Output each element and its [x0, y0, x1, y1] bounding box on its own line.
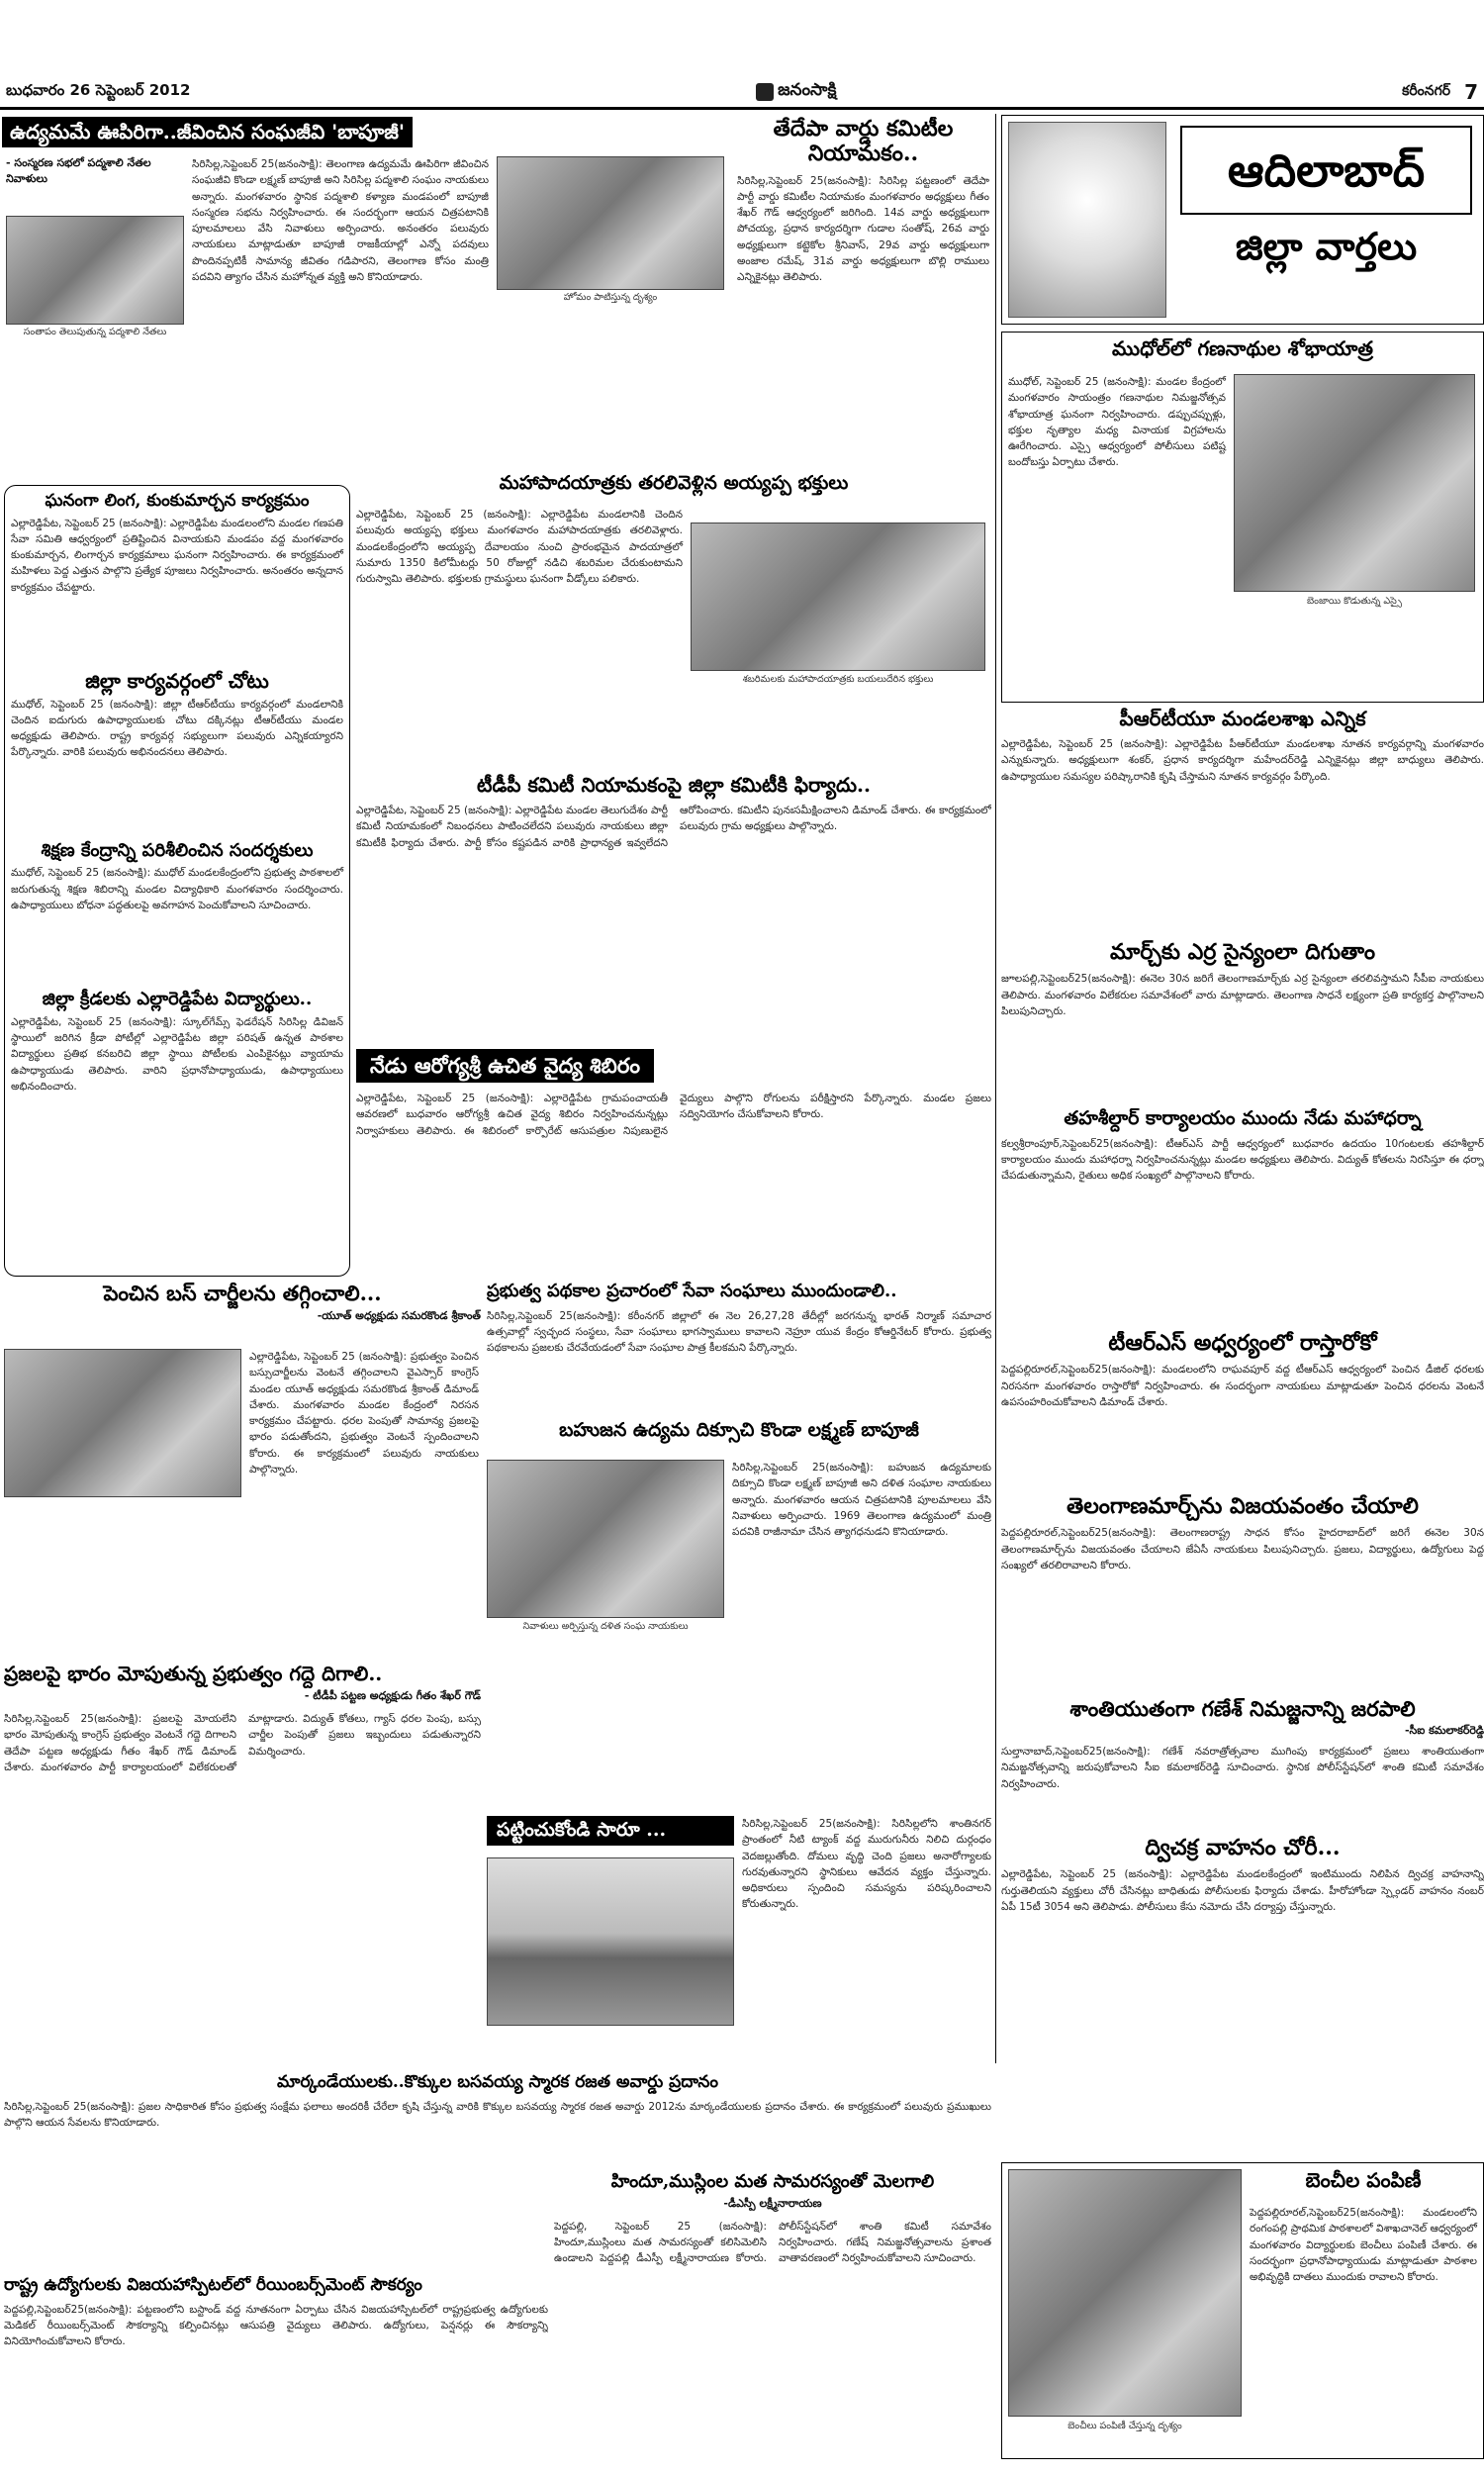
headline: ముధోల్‌లో గణనాథుల శోభాయాత్ర — [1111, 336, 1373, 360]
article-tahsildar-dharna — [1001, 1108, 1484, 1326]
photo-homam — [497, 156, 724, 290]
masthead-date: బుధవారం 26 సెప్టెంబర్ 2012 — [6, 81, 191, 99]
article-body: పెద్దపల్లి, సెప్టెంబర్ 25 (జనంసాక్షి): హిందూ,ముస్లింలు మత సామరస్యంతో కలిసిమెలిసి ఉండాలని పెద్దపల్లి డీఎస్పీ లక్ష్మీనారాయణ కోరారు. పోలీస్‌స్టేషన్‌లో శాంతి కమిటీ సమావేశం నిర్వహించారు. గణేష్ నిమజ్జనోత్సవాలను ప్రశాంత వాతావరణంలో నిర్వహించుకోవాలని సూచించారు. — [554, 2220, 991, 2265]
article-body: ఎల్లారెడ్డిపేట, సెప్టెంబర్ 25 (జనంసాక్షి): ఎల్లారెడ్డిపేట మండల తెలుగుదేశం పార్టీ కమిటీ నియామకంలో నిబంధనలు పాటించలేదని పలువురు నాయకులు జిల్లా కమిటీకి ఫిర్యాదు చేశారు. పార్టీ కోసం కష్టపడిన వారికి ప్రాధాన్యత ఇవ్వలేదని ఆరోపించారు. కమిటీని పునఃసమీక్షించాలని డిమాండ్ చేశారు. ఈ కార్యక్రమంలో పలువురు గ్రామ అధ్యక్షులు పాల్గొన్నారు. — [356, 805, 991, 849]
article-body: పెద్దపల్లి,సెప్టెంబర్25(జనంసాక్షి): పట్టణంలోని బస్టాండ్ వద్ద నూతనంగా ఏర్పాటు చేసిన విజయహాస్పిటల్‌లో రాష్ట్రప్రభుత్వ ఉద్యోగులకు మెడికల్ రీయింబర్స్‌మెంట్ సౌకర్యాన్ని కల్పించినట్లు ఆసుపత్రి వైద్యులు తెలిపారు. ఉద్యోగులు, పెన్షనర్లు ఈ సౌకర్యాన్ని వినియోగించుకోవాలని కోరారు. — [4, 2303, 548, 2348]
article-bus-charges — [4, 1282, 481, 1658]
photo-caption: బెంచీలు పంపిణీ చేస్తున్న దృశ్యం — [1067, 2421, 1182, 2431]
article-mudhol-procession — [1001, 332, 1484, 703]
article-body: పెద్దపల్లిరూరల్,సెప్టెంబర్25(జనంసాక్షి): తెలంగాణరాష్ట్ర సాధన కోసం హైదరాబాద్‌లో జరిగే ఈనెల 30న తెలంగాణమార్చ్‌ను విజయవంతం చేయాలని జేఏసీ నాయకులు పిలుపునిచ్చారు. ప్రజలు, విద్యార్థులు, ఉద్యోగులు పెద్ద సంఖ్యలో తరలిరావాలని కోరారు. — [1001, 1527, 1484, 1571]
banner-subtitle: జిల్లా వార్తలు — [1235, 224, 1418, 268]
article-bench-distribution — [1001, 2162, 1484, 2459]
article-bapuji-tribute — [2, 117, 729, 394]
article-bahujan-icon — [487, 1420, 991, 1811]
article-body: ముధోల్, సెప్టెంబర్ 25 (జనంసాక్షి): ముధోల్ మండలకేంద్రంలోని ప్రభుత్వ పాఠశాలలో జరుగుతున్న శిక్షణ శిబిరాన్ని మండల విద్యాధికారి మంగళవారం సందర్శించారు. ఉపాధ్యాయులు బోధనా పద్ధతులపై అవగాహన పెంచుకోవాలని సూచించారు. — [11, 867, 343, 911]
masthead-rule — [0, 107, 1484, 110]
headline: తహశీల్దార్ కార్యాలయం ముందు నేడు మహాధర్నా — [1064, 1108, 1422, 1129]
article-neglect-complaint — [487, 1816, 991, 2063]
headline: ఉద్యమమే ఊపిరిగా..జీవించిన సంఘజీవి 'బాపూజీ' — [2, 117, 413, 147]
article-body: ముధోల్, సెప్టెంబర్ 25 (జనంసాక్షి): మండల కేంద్రంలో మంగళవారం సాయంత్రం గణనాథుల నిమజ్జనోత్సవ శోభాయాత్ర ఘనంగా నిర్వహించారు. డప్పుచప్పుళ్లు, భక్తుల నృత్యాల మధ్య వినాయక విగ్రహాలను ఊరేగించారు. ఎస్సై ఆధ్వర్యంలో పోలీసులు పటిష్ట బందోబస్తు ఏర్పాటు చేశారు. — [1008, 376, 1226, 469]
photo-caption: నివాళులు అర్పిస్తున్న దళిత సంఘ నాయకులు — [522, 1621, 689, 1632]
headline: మార్కండేయులకు..కొక్కుల బసవయ్య స్మారక రజత అవార్డు ప్రదానం — [277, 2073, 718, 2092]
left-news-box — [4, 485, 350, 1277]
photo-caption: హోమం పాటిస్తున్న దృశ్యం — [563, 292, 658, 303]
masthead — [0, 79, 1484, 105]
portrait-illustration — [1008, 122, 1166, 318]
photo-tribute — [487, 1460, 724, 1618]
article-body: ముధోల్, సెప్టెంబర్ 25 (జనంసాక్షి): జిల్లా టీఆర్‌టీయు కార్యవర్గంలో మండలానికి చెందిన ఐదుగురు ఉపాధ్యాయులకు చోటు దక్కినట్లు టీఆర్‌టీయు మండల అధ్యక్షుడు తెలిపారు. రాష్ట్ర కార్యవర్గ సభ్యులుగా పలువురు ఎన్నికయ్యారని పేర్కొన్నారు. వారికి పలువురు అభినందనలు తెలిపారు. — [11, 698, 343, 759]
headline: ఘనంగా లింగ, కుంకుమార్చన కార్యక్రమం — [45, 491, 310, 511]
article-religious-harmony — [554, 2172, 991, 2469]
article-service-organisations — [487, 1282, 991, 1415]
photo-protest — [4, 1349, 241, 1497]
article-ayyappa-padayatra — [356, 473, 991, 770]
headline: పెంచిన బస్ చార్జీలను తగ్గించాలి... — [103, 1282, 382, 1305]
photo-padmashali-leaders — [6, 216, 184, 325]
photo-ganesh-procession — [1234, 374, 1475, 592]
article-body: సుల్తానాబాద్,సెప్టెంబర్25(జనంసాక్షి): గణేశ్ నవరాత్రోత్సవాల ముగింపు కార్యక్రమంలో ప్రజలు శాంతియుతంగా నిమజ్జనోత్సవాన్ని జరుపుకోవాలని సీఐ కమలాకర్‌రెడ్డి సూచించారు. స్థానిక పోలీస్‌స్టేషన్‌లో శాంతి కమిటీ సమావేశం నిర్వహించారు. — [1001, 1746, 1484, 1790]
headline: మహాపాదయాత్రకు తరలివెళ్లిన అయ్యప్ప భక్తులు — [499, 473, 849, 494]
article-red-army-march — [1001, 940, 1484, 1103]
article-body: ఎల్లారెడ్డిపేట, సెప్టెంబర్ 25 (జనంసాక్షి): స్కూల్‌గేమ్స్ ఫెడరేషన్ సిరిసిల్ల డివిజన్ స్థాయిలో జరిగిన క్రీడా పోటీల్లో ఎల్లారెడ్డిపేట జిల్లా పరిషత్ ఉన్నత పాఠశాల విద్యార్థులు ప్రతిభ కనబరిచి జిల్లా స్థాయి పోటీలకు ఎంపికైనట్లు వ్యాయామ ఉపాధ్యాయుడు తెలిపారు. వారిని ప్రధానోపాధ్యాయుడు, ఉపాధ్యాయులు అభినందించారు. — [11, 1015, 343, 1093]
article-body: ఎల్లారెడ్డిపేట, సెప్టెంబర్ 25 (జనంసాక్షి): ఎల్లారెడ్డిపేట పీఆర్‌టీయూ మండలశాఖ నూతన కార్యవర్గాన్ని మంగళవారం ఎన్నుకున్నారు. అధ్యక్షులుగా శంకర్, ప్రధాన కార్యదర్శిగా మహేందర్‌రెడ్డి ఎన్నికైనట్లు జిల్లా బాధ్యులు తెలిపారు. ఉపాధ్యాయుల సమస్యల పరిష్కారానికి కృషి చేస్తామని నూతన కార్యవర్గం పేర్కొంది. — [1001, 738, 1484, 783]
article-body: ఎల్లారెడ్డిపేట, సెప్టెంబర్ 25 (జనంసాక్షి): ఎల్లారెడ్డిపేట మండలానికి చెందిన పలువురు అయ్యప్ప భక్తులు మంగళవారం మహాపాదయాత్రకు తరలివెళ్లారు. మండలకేంద్రంలోని అయ్యప్ప దేవాలయం నుంచి ప్రారంభమైన పాదయాత్రలో సుమారు 1350 కిలోమీటర్లు 50 రోజుల్లో నడిచి శబరిమల చేరుకుంటామని గురుస్వామి తెలిపారు. భక్తులకు గ్రామస్థులు ఘనంగా వీడ్కోలు పలికారు. — [356, 509, 683, 586]
article-body: ఎల్లారెడ్డిపేట, సెప్టెంబర్ 25 (జనంసాక్షి): ఎల్లారెడ్డిపేట గ్రామపంచాయతీ ఆవరణలో బుధవారం ఆరోగ్యశ్రీ ఉచిత వైద్య శిబిరం నిర్వహించనున్నట్లు నిర్వాహకులు తెలిపారు. ఈ శిబిరంలో కార్పొరేట్ ఆసుపత్రుల నిపుణులైన వైద్యులు పాల్గొని రోగులను పరీక్షిస్తారని పేర్కొన్నారు. మండల ప్రజలు సద్వినియోగం చేసుకోవాలని కోరారు. — [356, 1093, 991, 1137]
kicker: - టీడీపీ పట్టణ అధ్యక్షుడు గీతం శేఖర్ గౌడ్ — [304, 1689, 481, 1702]
headline: పీఆర్‌టీయూ మండలశాఖ ఎన్నిక — [1119, 708, 1366, 730]
headline: శాంతియుతంగా గణేశ్ నిమజ్జనాన్ని జరపాలి — [1069, 1697, 1416, 1721]
headline: తేదేపా వార్డు కమిటీల నియామకం.. — [773, 117, 954, 167]
photo-devotees — [691, 523, 985, 671]
headline: శిక్షణ కేంద్రాన్ని పరిశీలించిన సందర్శకులు — [41, 839, 314, 861]
page-number: 7 — [1464, 80, 1478, 104]
article-body: జూలపల్లి,సెప్టెంబర్25(జనంసాక్షి): ఈనెల 30న జరిగే తెలంగాణమార్చ్‌కు ఎర్ర సైన్యంలా తరలివస్తామని సీపీఐ నాయకులు తెలిపారు. మంగళవారం విలేకరుల సమావేశంలో వారు మాట్లాడారు. తెలంగాణ సాధనే లక్ష్యంగా ప్రతి కార్యకర్త పాల్గొనాలని పిలుపునిచ్చారు. — [1001, 973, 1484, 1017]
headline: నేడు ఆరోగ్యశ్రీ ఉచిత వైద్య శిబిరం — [356, 1049, 654, 1083]
article-government-burden — [4, 1663, 481, 2068]
article-tdp-complaint — [356, 774, 991, 1041]
article-body: సిరిసిల్ల,సెప్టెంబర్ 25(జనంసాక్షి): సిరిసిల్లలోని శాంతినగర్ ప్రాంతంలో నీటి ట్యాంక్ వద్ద మురుగునీరు నిలిచి దుర్గంధం వెదజల్లుతోంది. దోమలు వృద్ధి చెంది ప్రజలు అనారోగ్యాలకు గురవుతున్నారని స్థానికులు ఆవేదన వ్యక్తం చేస్తున్నారు. అధికారులు స్పందించి సమస్యను పరిష్కరించాలని కోరుతున్నారు. — [742, 1818, 991, 1911]
masthead-edition: కరీంనగర్ — [1402, 82, 1451, 99]
photo-caption: శబరిమలకు మహాపాదయాత్రకు బయలుదేరిన భక్తులు — [742, 674, 934, 685]
kicker: -డీఎస్పీ లక్ష్మీనారాయణ — [723, 2196, 822, 2210]
masthead-edition-block — [1402, 80, 1478, 104]
headline: హిందూ,ముస్లింల మత సామరస్యంతో మెలగాలి — [610, 2172, 935, 2192]
article-tdp-ward-committees — [737, 117, 989, 394]
article-markandeyulu-award — [4, 2073, 991, 2172]
article-body: సిరిసిల్ల,సెప్టెంబర్ 25(జనంసాక్షి): ప్రజలపై మోయలేని భారం మోపుతున్న కాంగ్రెస్ ప్రభుత్వం వెంటనే గద్దె దిగాలని తెదేపా పట్టణ అధ్యక్షుడు గీతం శేఖర్ గౌడ్ డిమాండ్ చేశారు. మంగళవారం పార్టీ కార్యాలయంలో విలేకరులతో మాట్లాడారు. విద్యుత్ కోతలు, గ్యాస్ ధరల పెంపు, బస్సు చార్జీల పెంపుతో ప్రజలు ఇబ్బందులు పడుతున్నారని విమర్శించారు. — [4, 1713, 481, 1773]
headline: బెంచీల పంపిణీ — [1305, 2168, 1422, 2192]
article-aarogyasri-camp — [356, 1049, 991, 1277]
headline: ద్విచక్ర వాహనం చోరీ... — [1145, 1836, 1341, 1860]
article-body: పెద్దపల్లిరూరల్,సెప్టెంబర్25(జనంసాక్షి): మండలంలోని రాఘవపూర్ వద్ద టీఆర్‌ఎస్ ఆధ్వర్యంలో పెంచిన డీజిల్ ధరలకు నిరసనగా మంగళవారం రాస్తారోకో నిర్వహించారు. ఈ సందర్భంగా నాయకులు మాట్లాడుతూ పెంచిన ధరలను వెంటనే ఉపసంహరించుకోవాలని డిమాండ్ చేశారు. — [1001, 1364, 1484, 1408]
article-bike-theft — [1001, 1836, 1484, 2014]
headline: పట్టించుకోండి సారూ ... — [487, 1816, 734, 1846]
article-body: సిరిసిల్ల,సెప్టెంబర్ 25(జనంసాక్షి): తెలంగాణ ఉద్యమమే ఊపిరిగా జీవించిన సంఘజీవి కొండా లక్ష్మణ్ బాపూజీ అని సిరిసిల్ల పద్మశాలి సంఘం నాయకులు అన్నారు. మంగళవారం స్థానిక పద్మశాలి కళ్యాణ మండపంలో బాపూజీ సంస్మరణ సభను నిర్వహించారు. ఈ సందర్భంగా ఆయన చిత్రపటానికి పూలమాలలు వేసి నివాళులు అర్పించారు. అనంతరం పలువురు నాయకులు మాట్లాడుతూ బాపూజీ రాజకీయాల్లో ఎన్నో పదవులు పొందినప్పటికీ సామాన్య జీవితం గడిపారని, తెలంగాణ కోసం మంత్రి పదవిని త్యాగం చేసిన మహోన్నత వ్యక్తి అని కొనియాడారు. — [192, 158, 489, 283]
column-divider — [995, 114, 996, 2063]
photo-bench-distribution — [1008, 2169, 1242, 2417]
article-trs-rasta-roko — [1001, 1331, 1484, 1489]
article-ganesh-immersion — [1001, 1697, 1484, 1831]
kicker: -సీఐ కమలాకర్‌రెడ్డి — [1404, 1724, 1484, 1738]
photo-caption: బెంజాయి కొడుతున్న ఎస్సై — [1307, 596, 1402, 607]
kicker: -యూత్ అధ్యక్షుడు సమరకొండ శ్రీకాంత్ — [317, 1309, 481, 1323]
headline: జిల్లా కార్యవర్గంలో చోటు — [85, 668, 269, 693]
photo-caption: సంతాపం తెలుపుతున్న పద్మశాలి నేతలు — [23, 327, 167, 337]
article-body: సిరిసిల్ల,సెప్టెంబర్ 25(జనంసాక్షి): బహుజన ఉద్యమాలకు దిక్సూచి కొండా లక్ష్మణ్ బాపూజీ అని దళిత సంఘాల నాయకులు అన్నారు. మంగళవారం ఆయన చిత్రపటానికి పూలమాలలు వేసి నివాళులు అర్పించారు. 1969 తెలంగాణ ఉద్యమంలో మంత్రి పదవికి రాజీనామా చేసిన త్యాగధనుడని కొనియాడారు. — [732, 1462, 991, 1539]
article-body: సిరిసిల్ల,సెప్టెంబర్ 25(జనంసాక్షి): ప్రజల సాధికారిత కోసం ప్రభుత్వ సంక్షేమ ఫలాలు అందరికీ చేరేలా కృషి చేస్తున్న వారికి కొక్కుల బసవయ్య స్మారక రజత అవార్డు 2012ను మార్కండేయులకు ప్రదానం చేశారు. ఈ కార్యక్రమంలో పలువురు ప్రముఖులు పాల్గొని ఆయన సేవలను కొనియాడారు. — [4, 2100, 991, 2129]
article-body: ఎల్లారెడ్డిపేట, సెప్టెంబర్ 25 (జనంసాక్షి): ఎల్లారెడ్డిపేట మండలకేంద్రంలో ఇంటిముందు నిలిపిన ద్విచక్ర వాహనాన్ని గుర్తుతెలియని వ్యక్తులు చోరీ చేసినట్లు బాధితుడు పోలీసులకు ఫిర్యాదు చేశాడు. హీరోహోండా స్ప్లెండర్ వాహనం నంబర్ ఏపీ 15టీ 3054 అని తెలిపాడు. పోలీసులు కేసు నమోదు చేసి దర్యాప్తు చేస్తున్నారు. — [1001, 1868, 1484, 1913]
article-body: ఎల్లారెడ్డిపేట, సెప్టెంబర్ 25 (జనంసాక్షి): ప్రభుత్వం పెంచిన బస్సుచార్జీలను వెంటనే తగ్గించాలని వైఎస్సార్ కాంగ్రెస్ మండల యూత్ అధ్యక్షుడు సమరకొండ శ్రీకాంత్ డిమాండ్ చేశారు. మంగళవారం మండల కేంద్రంలో నిరసన కార్యక్రమం చేపట్టారు. ధరల పెంపుతో సామాన్య ప్రజలపై భారం పడుతోందని, ప్రభుత్వం వెంటనే స్పందించాలని కోరారు. ఈ కార్యక్రమంలో పలువురు నాయకులు పాల్గొన్నారు. — [249, 1351, 479, 1475]
headline: ప్రభుత్వ పథకాల ప్రచారంలో సేవా సంఘాలు ముందుండాలి.. — [487, 1282, 897, 1301]
kicker: - సంస్మరణ సభలో పద్మశాలి నేతల నివాళులు — [6, 156, 151, 185]
headline: తెలంగాణమార్చ్‌ను విజయవంతం చేయాలి — [1067, 1494, 1419, 1519]
article-body: ఎల్లారెడ్డిపేట, సెప్టెంబర్ 25 (జనంసాక్షి): ఎల్లారెడ్డిపేట మండలంలోని మండల గణపతి సేవా సమితి ఆధ్వర్యంలో ప్రతిష్టించిన వినాయకుని మండపం వద్ద మంగళవారం కుంకుమార్చన, లింగార్చన కార్యక్రమాలు ఘనంగా నిర్వహించారు. ఈ కార్యక్రమంలో మహిళలు పెద్ద ఎత్తున పాల్గొని ప్రత్యేక పూజలు నిర్వహించారు. అనంతరం అన్నదాన కార్యక్రమం చేపట్టారు. — [11, 517, 343, 594]
article-telangana-march — [1001, 1494, 1484, 1692]
headline: టీఆర్ఎస్ అధ్వర్యంలో రాస్తారోకో — [1108, 1331, 1377, 1356]
article-body: సిరిసిల్ల,సెప్టెంబర్ 25(జనంసాక్షి): కరీంనగర్ జిల్లాలో ఈ నెల 26,27,28 తేదీల్లో జరగనున్న భారత్ నిర్మాణ్ సమాచార ఉత్సవాల్లో స్వచ్ఛంద సంస్థలు, సేవా సంఘాలు భాగస్వాములు కావాలని నెహ్రూ యువ కేంద్రం కోఆర్డినేటర్ కోరారు. ప్రభుత్వ పథకాలను ప్రజలకు చేరవేయడంలో సేవా సంఘాల పాత్ర కీలకమని పేర్కొన్నారు. — [487, 1309, 991, 1355]
headline: జిల్లా క్రీడలకు ఎల్లారెడ్డిపేట విద్యార్థులు.. — [42, 989, 313, 1010]
paper-logo-icon — [756, 83, 774, 101]
headline: బహుజన ఉద్యమ దిక్సూచి కొండా లక్ష్మణ్ బాపూజీ — [559, 1420, 919, 1441]
article-body: సిరిసిల్ల,సెప్టెంబర్ 25(జనంసాక్షి): సిరిసిల్ల పట్టణంలో తెదేపా పార్టీ వార్డు కమిటీల నియామకం మంగళవారం అధ్యక్షులు గీతం శేఖర్ గౌడ్ ఆధ్వర్యంలో జరిగింది. 14వ వార్డు అధ్యక్షులుగా పోచయ్య, ప్రధాన కార్యదర్శిగా గుడాల సంతోష్, 26వ వార్డు అధ్యక్షులుగా కట్టెకోల శ్రీనివాస్, 29వ వార్డు అధ్యక్షులుగా అంజాల రమేష్, 31వ వార్డు అధ్యక్షులుగా బొల్లి రాములు ఎన్నికైనట్లు తెలిపారు. — [737, 174, 989, 284]
headline: రాష్ట్ర ఉద్యోగులకు విజయహాస్పిటల్‌లో రీయింబర్స్‌మెంట్ సౌకర్యం — [4, 2276, 422, 2295]
masthead-paper-name: జనంసాక్షి — [756, 80, 836, 104]
banner-title: ఆదిలాబాద్ — [1180, 126, 1472, 215]
photo-stagnant-water — [487, 1857, 734, 2026]
article-body: కల్వశ్రీరాంపూర్,సెప్టెంబర్25(జనంసాక్షి): టీఆర్‌ఎస్ పార్టీ ఆధ్వర్యంలో బుధవారం ఉదయం 10గంటలకు తహశీల్దార్ కార్యాలయం ముందు మహాధర్నా నిర్వహించనున్నట్లు మండల అధ్యక్షులు తెలిపారు. విద్యుత్ కోతలను నిరసిస్తూ ఈ ధర్నా చేపడుతున్నామని, రైతులు అధిక సంఖ్యలో పాల్గొనాలని కోరారు. — [1001, 1137, 1484, 1183]
article-prtu-election — [1001, 708, 1484, 935]
headline: టీడీపీ కమిటీ నియామకంపై జిల్లా కమిటీకి ఫిర్యాదు.. — [477, 774, 871, 797]
headline: ప్రజలపై భారం మోపుతున్న ప్రభుత్వం గద్దె దిగాలి.. — [4, 1663, 383, 1685]
district-news-banner — [1001, 115, 1484, 325]
article-body: పెద్దపల్లిరూరల్,సెప్టెంబర్25(జనంసాక్షి): మండలంలోని రంగంపల్లి ప్రాథమిక పాఠశాలలో విశాఖచానెల్ ఆధ్వర్యంలో మంగళవారం విద్యార్థులకు బెంచీలు పంపిణీ చేశారు. ఈ సందర్భంగా ప్రధానోపాధ్యాయుడు మాట్లాడుతూ పాఠశాల అభివృద్ధికి దాతలు ముందుకు రావాలని కోరారు. — [1250, 2207, 1477, 2284]
article-hospital-reimbursement — [4, 2276, 548, 2469]
headline: మార్చ్‌కు ఎర్ర సైన్యంలా దిగుతాం — [1110, 940, 1375, 965]
